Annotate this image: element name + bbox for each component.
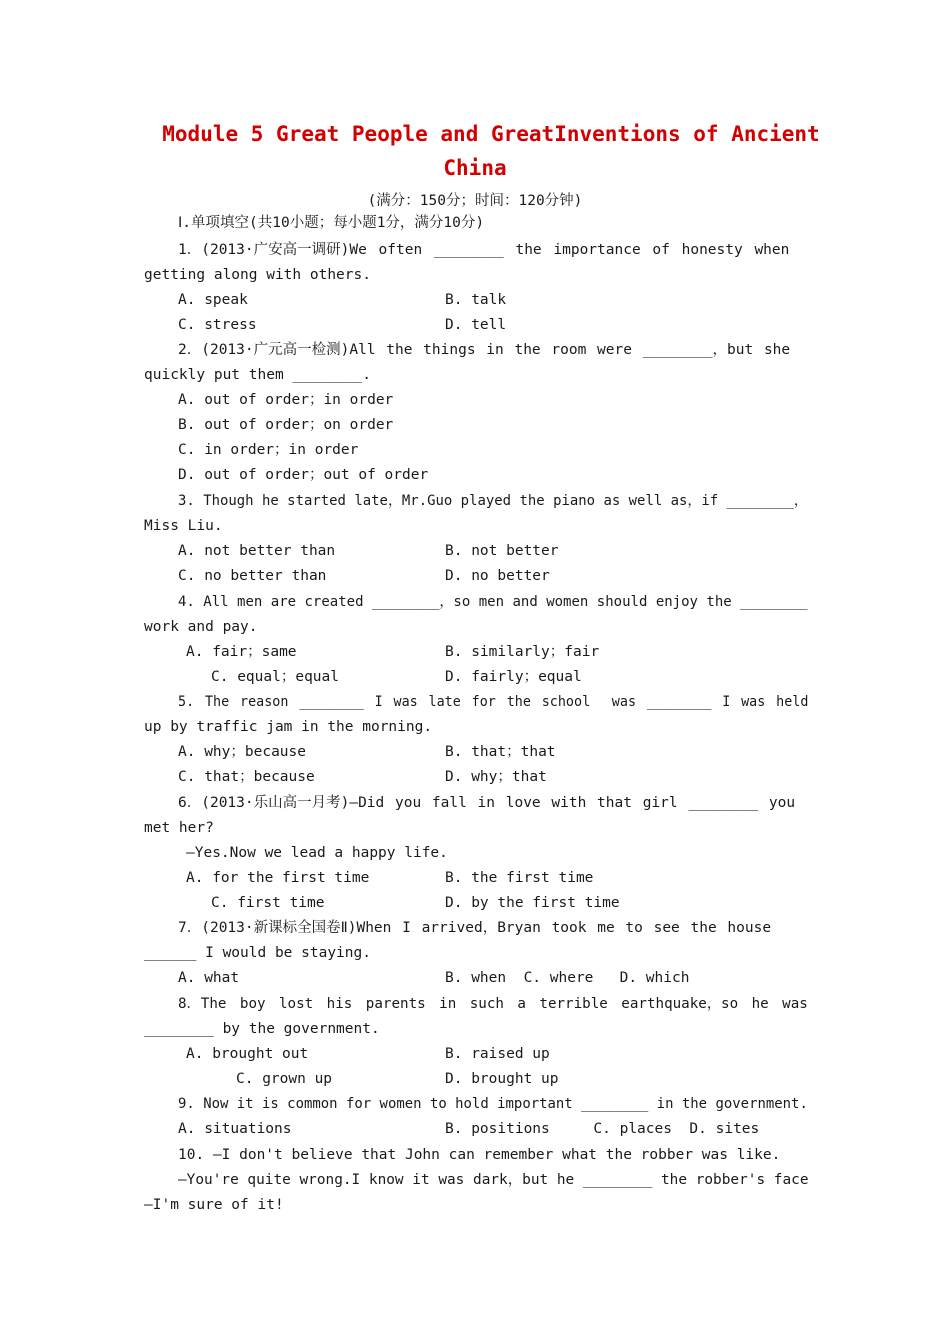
q4-stem: 4. All men are created ________，so men and women should enjoy the ________ — [178, 594, 808, 610]
page-subtitle: (满分：150分；时间：120分钟) — [367, 193, 583, 209]
q5-option-d: D. why；that — [445, 769, 547, 785]
q1-option-b: B. talk — [445, 292, 507, 308]
q7-stem: 7．(2013·新课标全国卷Ⅱ)When I arrived，Bryan took me to see the house — [178, 920, 772, 936]
q4-option-b: B. similarly；fair — [445, 644, 600, 660]
q5-stem: 5. The reason ________ I was late for the school was ________ I was held — [178, 694, 809, 710]
q6-stem: 6．(2013·乐山高一月考)—Did you fall in love with that girl ________ you — [178, 795, 796, 811]
q4-option-c: C. equal；equal — [211, 669, 339, 685]
q3-option-b: B. not better — [445, 543, 559, 559]
q2-stem-cont: quickly put them ________. — [144, 367, 371, 383]
q2-option-b: B. out of order；on order — [178, 417, 394, 433]
q8-option-b: B. raised up — [445, 1046, 550, 1062]
q6-option-c: C. first time — [211, 895, 325, 911]
q3-stem-cont: Miss Liu. — [144, 518, 223, 534]
q4-stem-cont: work and pay. — [144, 619, 258, 635]
q10-reply-cont: —I'm sure of it! — [144, 1197, 284, 1213]
q6-option-a: A. for the first time — [186, 870, 370, 886]
q1-option-d: D. tell — [445, 317, 507, 333]
q1-option-c: C. stress — [178, 317, 257, 333]
q7-option-bcd: B. when C. where D. which — [445, 970, 690, 986]
q6-dialogue-reply: —Yes.Now we lead a happy life. — [186, 845, 448, 861]
q2-option-d: D. out of order；out of order — [178, 467, 429, 483]
q9-option-a: A. situations — [178, 1121, 292, 1137]
q8-option-a: A. brought out — [186, 1046, 309, 1062]
q2-stem: 2．(2013·广元高一检测)All the things in the room were ________，but she — [178, 342, 791, 358]
page-title-line-1: Module 5 Great People and GreatInventions of Ancient — [162, 122, 820, 146]
q7-option-a: A. what — [178, 970, 240, 986]
q5-stem-cont: up by traffic jam in the morning. — [144, 719, 433, 735]
q4-option-a: A. fair；same — [186, 644, 297, 660]
q3-option-d: D. no better — [445, 568, 550, 584]
q6-stem-cont: met her? — [144, 820, 214, 836]
q9-stem: 9. Now it is common for women to hold important ________ in the government. — [178, 1096, 808, 1112]
q1-stem-cont: getting along with others. — [144, 267, 371, 283]
q5-option-b: B. that；that — [445, 744, 556, 760]
q5-option-c: C. that；because — [178, 769, 315, 785]
q6-option-d: D. by the first time — [445, 895, 620, 911]
q10-reply: —You're quite wrong.I know it was dark，but he ________ the robber's face — [178, 1172, 809, 1188]
q10-stem: 10. —I don't believe that John can remember what the robber was like. — [178, 1147, 781, 1163]
q1-stem: 1．(2013·广安高一调研)We often ________ the importance of honesty when — [178, 242, 790, 258]
section-heading: Ⅰ.单项填空(共10小题；每小题1分，满分10分) — [178, 215, 485, 231]
q8-option-d: D. brought up — [445, 1071, 559, 1087]
q1-option-a: A. speak — [178, 292, 248, 308]
q3-stem: 3. Though he started late，Mr.Guo played the piano as well as，if ________， — [178, 493, 808, 509]
q3-option-a: A. not better than — [178, 543, 336, 559]
page-title-line-2: China — [443, 156, 507, 180]
q8-option-c: C. grown up — [236, 1071, 333, 1087]
q9-option-bcd: B. positions C. places D. sites — [445, 1121, 760, 1137]
q2-option-a: A. out of order；in order — [178, 392, 394, 408]
q5-option-a: A. why；because — [178, 744, 306, 760]
q8-stem: 8．The boy lost his parents in such a terrible earthquake，so he was — [178, 996, 808, 1012]
q3-option-c: C. no better than — [178, 568, 327, 584]
q2-option-c: C. in order；in order — [178, 442, 359, 458]
q4-option-d: D. fairly；equal — [445, 669, 582, 685]
q8-stem-cont: ________ by the government. — [144, 1021, 380, 1037]
q7-stem-cont: ______ I would be staying. — [144, 945, 371, 961]
q6-option-b: B. the first time — [445, 870, 594, 886]
